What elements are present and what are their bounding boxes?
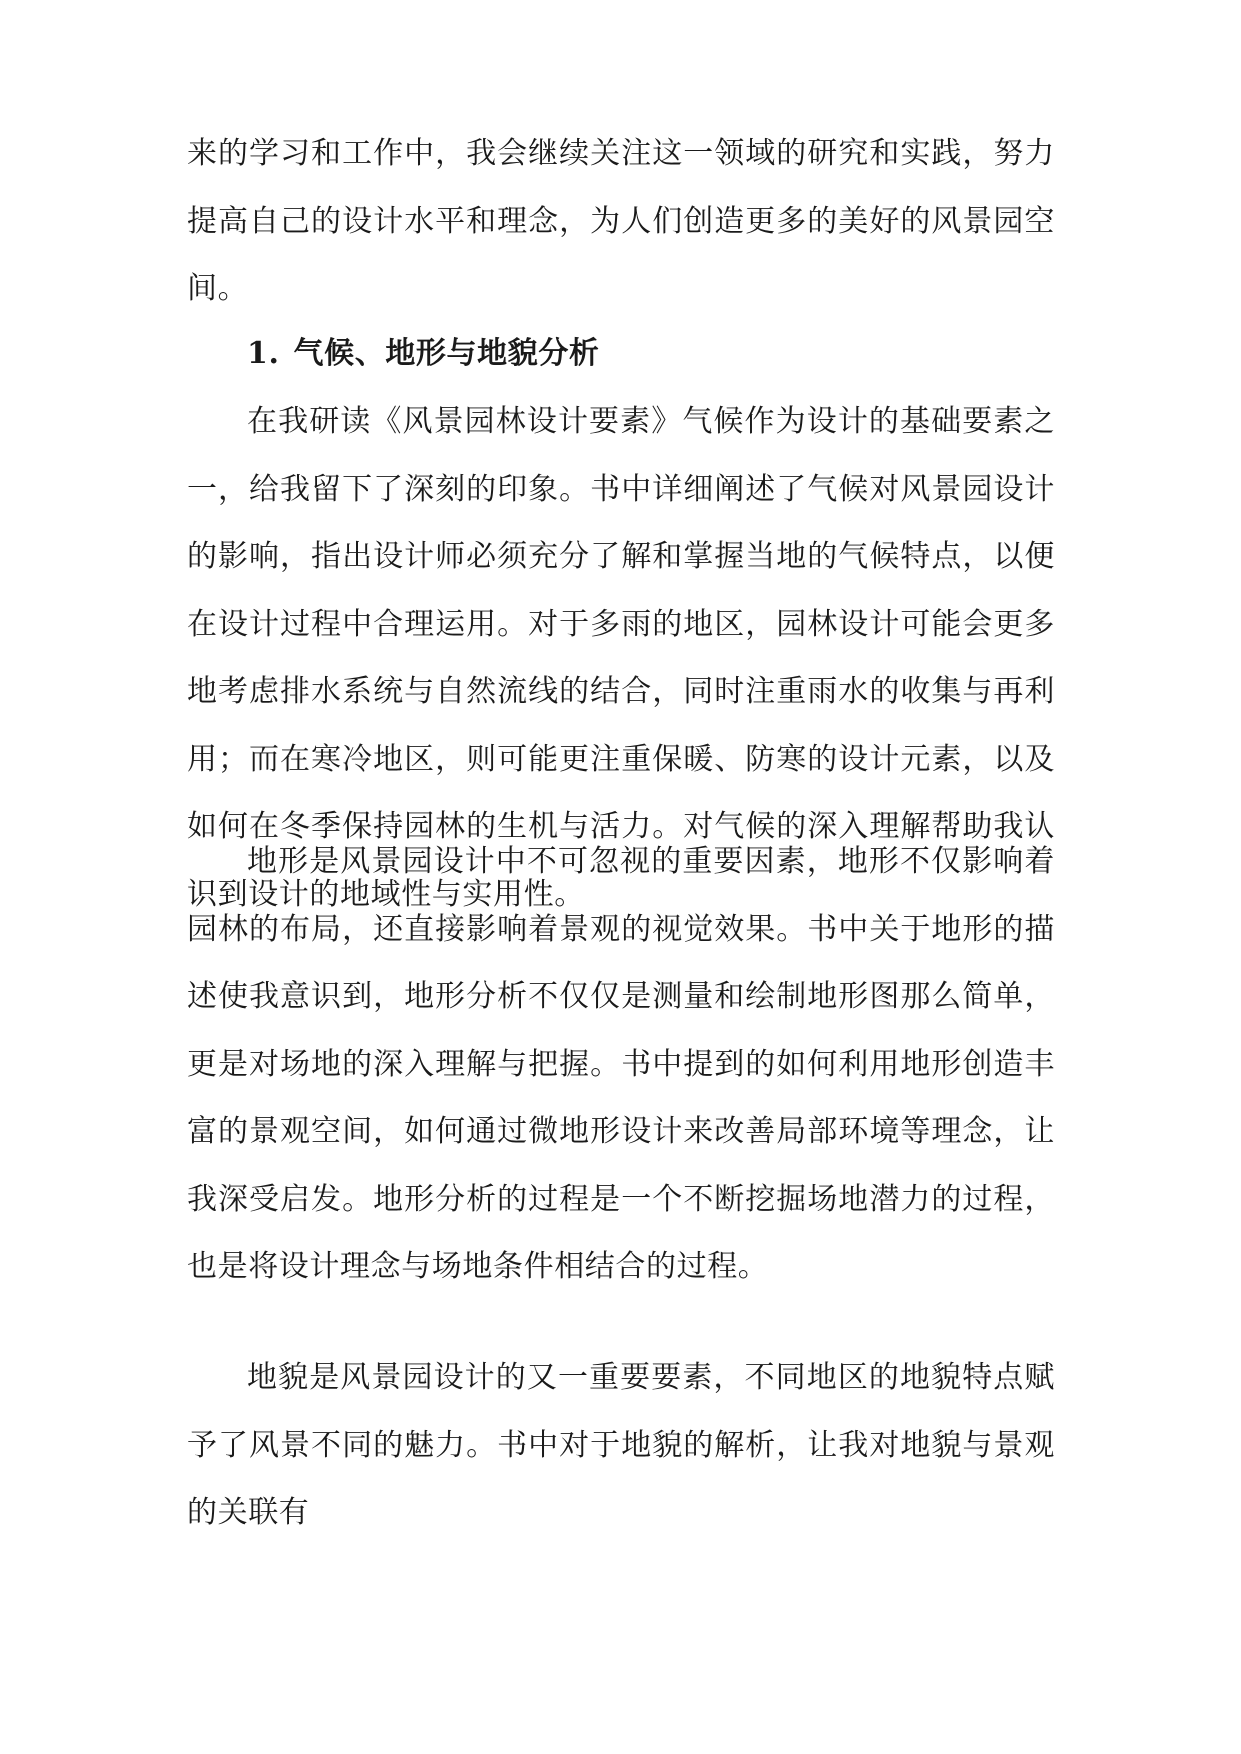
continuation-paragraph-block [187, 120, 1055, 323]
body-paragraph-climate: 在我研读《风景园林设计要素》气候作为设计的基础要素之一，给我留下了深刻的印象。书中详细阐述了气候对风景园设计的影响，指出设计师必须充分了解和掌握当地的气候特点，以便在设计过程中合理运用。对于多雨的地区，园林设计可能会更多地考虑排水系统与自然流线的结合，同时注重雨水的收集与再利用；而在寒冷地区，则可能更注重保暖、防寒的设计元素，以及如何在冬季保持园林的生机与活力。对气候的深入理解帮助我认识到设计的地域性与实用性。 [187, 404, 1055, 912]
body-paragraph-terrain-block [187, 828, 1055, 1301]
section-heading [247, 320, 600, 388]
continuation-paragraph: 来的学习和工作中，我会继续关注这一领域的研究和实践，努力提高自己的设计水平和理念，为人们创造更多的美好的风景园空间。 [187, 136, 1055, 306]
body-paragraph-landform: 地貌是风景园设计的又一重要要素，不同地区的地貌特点赋予了风景不同的魅力。书中对于地貌的解析，让我对地貌与景观的关联有 [187, 1360, 1055, 1530]
section-title: 气候、地形与地貌分析 [293, 336, 600, 371]
section-number: 1. [247, 336, 280, 371]
body-paragraph-landform-block [187, 1344, 1055, 1547]
body-paragraph-terrain: 地形是风景园设计中不可忽视的重要因素，地形不仅影响着园林的布局，还直接影响着景观的视觉效果。书中关于地形的描述使我意识到，地形分析不仅仅是测量和绘制地形图那么简单，更是对场地的深入理解与把握。书中提到的如何利用地形创造丰富的景观空间，如何通过微地形设计来改善局部环境等理念，让我深受启发。地形分析的过程是一个不断挖掘场地潜力的过程，也是将设计理念与场地条件相结合的过程。 [187, 844, 1055, 1284]
